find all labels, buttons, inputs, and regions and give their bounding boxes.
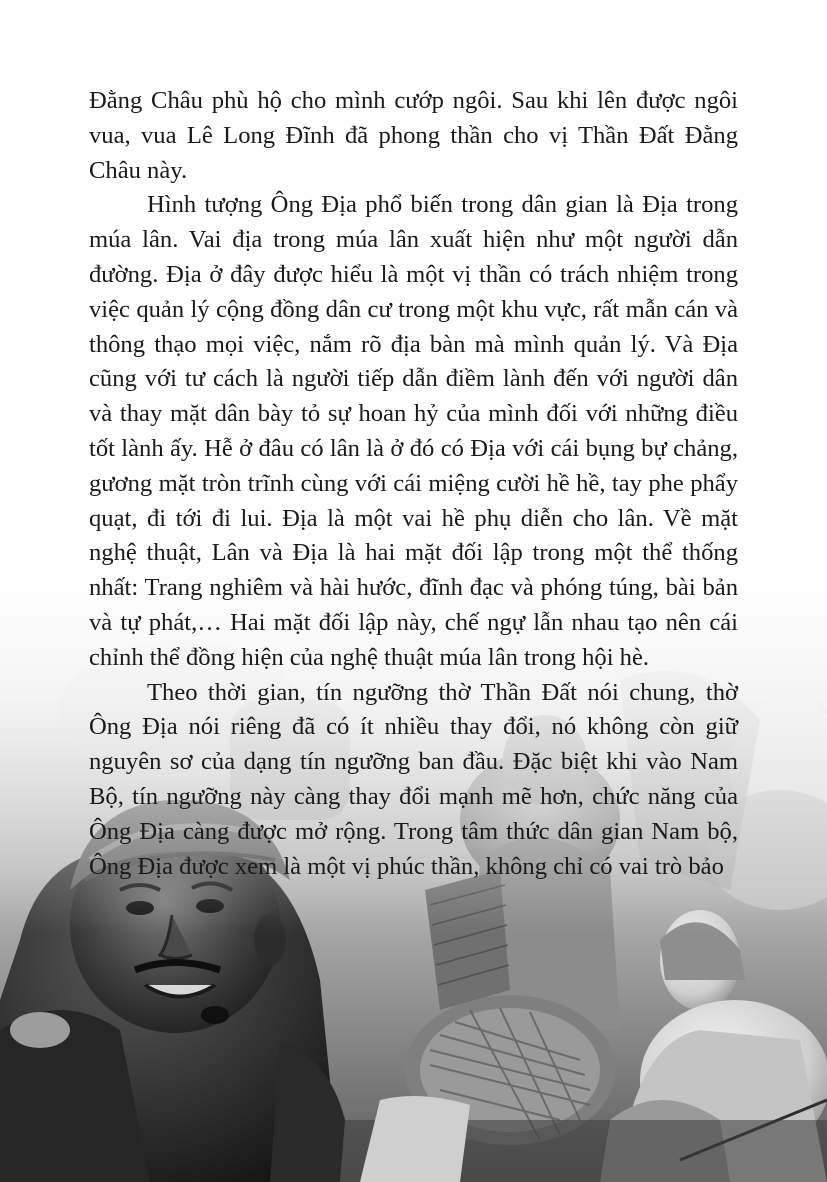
paragraph-1: Đằng Châu phù hộ cho mình cướp ngôi. Sau khi lên được ngôi vua, vua Lê Long Đĩnh đã phong thần cho vị Thần Đất Đằng Châu này. xyxy=(89,87,738,184)
body-text xyxy=(89,84,738,884)
paragraph-2: Hình tượng Ông Địa phổ biến trong dân gian là Địa trong múa lân. Vai địa trong múa lân xuất hiện như một người dẫn đường. Địa ở đây được hiểu là một vị thần có trách nhiệm trong việc quản lý cộng đồng dân cư trong một khu vực, rất mẫn cán và thông thạo mọi việc, nắm rõ địa bàn mà mình quản lý. Và Địa cũng với tư cách là người tiếp dẫn điềm lành đến với người dân và thay mặt dân bày tỏ sự hoan hỷ của mình đối với những điều tốt lành ấy. Hễ ở đâu có lân là ở đó có Địa với cái bụng bự chảng, gương mặt tròn trĩnh cùng với cái miệng cười hề hề, tay phe phẩy quạt, đi tới đi lui. Địa là một vai hề phụ diễn cho lân. Về mặt nghệ thuật, Lân và Địa là hai mặt đối lập trong một thể thống nhất: Trang nghiêm và hài hước, đĩnh đạc và phóng túng, bài bản và tự phát,… Hai mặt đối lập này, chế ngự lẫn nhau tạo nên cái chỉnh thể đồng hiện của nghệ thuật múa lân trong hội hè. xyxy=(89,191,738,671)
paragraph-3: Theo thời gian, tín ngưỡng thờ Thần Đất nói chung, thờ Ông Địa nói riêng đã có ít nhiều thay đổi, nó không còn giữ nguyên sơ của dạng tín ngưỡng ban đầu. Đặc biệt khi vào Nam Bộ, tín ngưỡng này càng thay đổi mạnh mẽ hơn, chức năng của Ông Địa càng được mở rộng. Trong tâm thức dân gian Nam bộ, Ông Địa được xem là một vị phúc thần, không chỉ có vai trò bảo xyxy=(89,678,738,880)
